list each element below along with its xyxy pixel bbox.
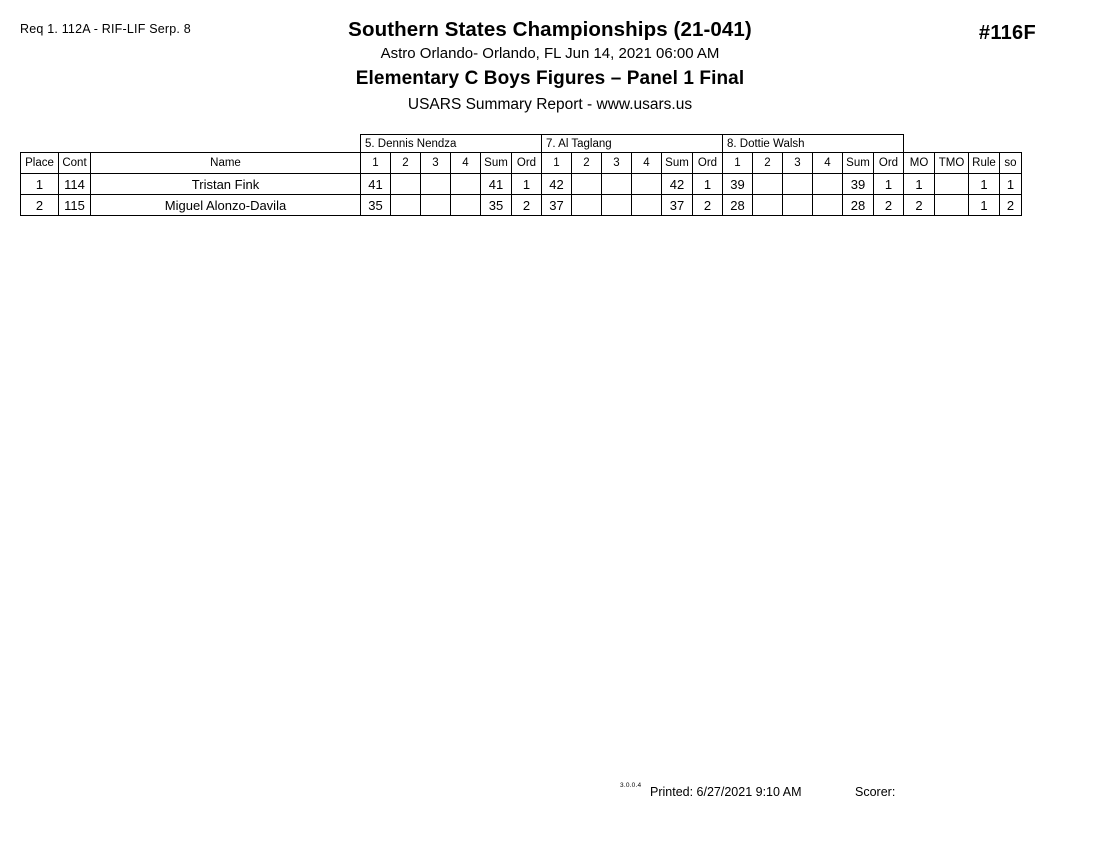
venue-date-line: Astro Orlando- Orlando, FL Jun 14, 2021 06:00 AM	[380, 44, 720, 62]
cell-rule: 1	[969, 174, 1000, 195]
requirement-line: Req 1. 112A - RIF-LIF Serp. 8	[20, 22, 191, 36]
title-block	[0, 18, 1100, 116]
cell-j2-sum: 42	[662, 174, 693, 195]
cell-j1-sum: 41	[481, 174, 512, 195]
cell-j2-ord: 2	[693, 195, 723, 216]
cell-j1-f4	[451, 195, 481, 216]
cell-mo: 2	[904, 195, 935, 216]
header-j3-f1: 1	[723, 153, 753, 174]
header-j2-f1: 1	[542, 153, 572, 174]
cell-j3-f3	[783, 195, 813, 216]
judge-banner-tail	[904, 135, 1022, 153]
cell-j3-f4	[813, 174, 843, 195]
table-row	[21, 195, 1022, 216]
cell-j3-f3	[783, 174, 813, 195]
header-j2-f2: 2	[572, 153, 602, 174]
cell-j1-f3	[421, 195, 451, 216]
results-table	[20, 134, 1022, 216]
header-j3-f4: 4	[813, 153, 843, 174]
cell-rule: 1	[969, 195, 1000, 216]
cell-j1-f2	[391, 174, 421, 195]
cell-tmo	[935, 195, 969, 216]
cell-j1-ord: 1	[512, 174, 542, 195]
cell-j3-sum: 28	[843, 195, 874, 216]
header-j1-f2: 2	[391, 153, 421, 174]
header-cont: Cont	[59, 153, 91, 174]
cell-j2-ord: 1	[693, 174, 723, 195]
header-j2-f4: 4	[632, 153, 662, 174]
column-header-row	[21, 153, 1022, 174]
header-j1-f3: 3	[421, 153, 451, 174]
header-mo: MO	[904, 153, 935, 174]
header-tmo: TMO	[935, 153, 969, 174]
header-j1-f4: 4	[451, 153, 481, 174]
cell-j2-f3	[602, 174, 632, 195]
cell-so: 2	[1000, 195, 1022, 216]
cell-j2-sum: 37	[662, 195, 693, 216]
cell-place: 2	[21, 195, 59, 216]
header-place: Place	[21, 153, 59, 174]
header-rule: Rule	[969, 153, 1000, 174]
cell-j1-f1: 35	[361, 195, 391, 216]
header-j1-f1: 1	[361, 153, 391, 174]
competition-title: Southern States Championships (21-041)	[348, 18, 752, 41]
cell-j1-f1: 41	[361, 174, 391, 195]
header-j2-ord: Ord	[693, 153, 723, 174]
printed-timestamp: Printed: 6/27/2021 9:10 AM	[650, 785, 802, 799]
cell-j2-f2	[572, 195, 602, 216]
cell-j2-f4	[632, 174, 662, 195]
scorer-label: Scorer:	[855, 785, 896, 799]
cell-j3-f2	[753, 174, 783, 195]
version-code: 3.0.0.4	[620, 782, 642, 789]
cell-j2-f4	[632, 195, 662, 216]
judge-3-label: 8. Dottie Walsh	[723, 135, 904, 153]
cell-name: Miguel Alonzo-Davila	[91, 195, 361, 216]
header-name: Name	[91, 153, 361, 174]
cell-place: 1	[21, 174, 59, 195]
cell-mo: 1	[904, 174, 935, 195]
cell-j3-f1: 28	[723, 195, 753, 216]
cell-j1-f4	[451, 174, 481, 195]
header-j3-sum: Sum	[843, 153, 874, 174]
cell-j1-sum: 35	[481, 195, 512, 216]
cell-j1-ord: 2	[512, 195, 542, 216]
cell-j3-sum: 39	[843, 174, 874, 195]
cell-j2-f2	[572, 174, 602, 195]
cell-j3-f4	[813, 195, 843, 216]
cell-j2-f1: 42	[542, 174, 572, 195]
header-j1-sum: Sum	[481, 153, 512, 174]
cell-tmo	[935, 174, 969, 195]
judge-2-label: 7. Al Taglang	[542, 135, 723, 153]
cell-j2-f3	[602, 195, 632, 216]
judge-banner-spacer	[21, 135, 361, 153]
judge-banner-row	[21, 135, 1022, 153]
cell-j3-ord: 2	[874, 195, 904, 216]
results-table-wrapper	[20, 134, 1022, 216]
cell-j3-ord: 1	[874, 174, 904, 195]
header-so: so	[1000, 153, 1022, 174]
cell-cont: 115	[59, 195, 91, 216]
cell-j1-f2	[391, 195, 421, 216]
header-j3-ord: Ord	[874, 153, 904, 174]
header-j1-ord: Ord	[512, 153, 542, 174]
header-j3-f3: 3	[783, 153, 813, 174]
cell-j1-f3	[421, 174, 451, 195]
cell-so: 1	[1000, 174, 1022, 195]
header-j2-f3: 3	[602, 153, 632, 174]
document-code: #116F	[978, 22, 1036, 44]
header-j3-f2: 2	[753, 153, 783, 174]
cell-j3-f2	[753, 195, 783, 216]
judge-1-label: 5. Dennis Nendza	[361, 135, 542, 153]
table-row	[21, 174, 1022, 195]
report-subtitle: USARS Summary Report - www.usars.us	[407, 95, 693, 113]
cell-cont: 114	[59, 174, 91, 195]
cell-j2-f1: 37	[542, 195, 572, 216]
header-j2-sum: Sum	[662, 153, 693, 174]
event-title: Elementary C Boys Figures – Panel 1 Final	[355, 68, 745, 90]
cell-j3-f1: 39	[723, 174, 753, 195]
cell-name: Tristan Fink	[91, 174, 361, 195]
